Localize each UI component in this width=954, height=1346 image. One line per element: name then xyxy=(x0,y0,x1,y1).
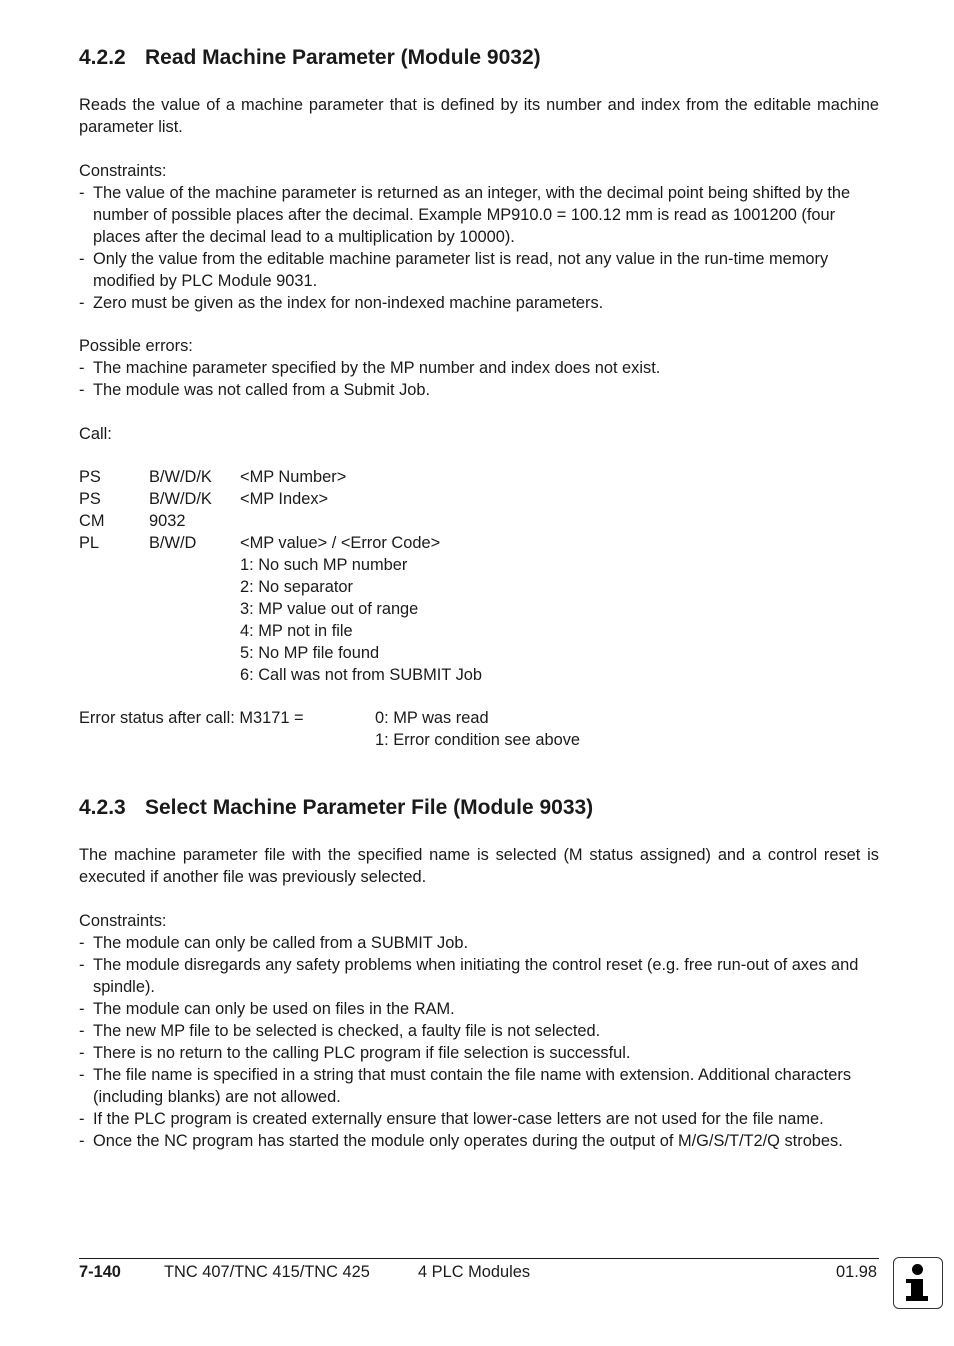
footer-page-number: 7-140 xyxy=(79,1263,121,1281)
list-item: - The machine parameter specified by the MP number and index does not exist. xyxy=(79,357,879,379)
section-4-2-2-constraints xyxy=(79,160,879,314)
error-status-row xyxy=(79,707,879,729)
footer-chapter: 4 PLC Modules xyxy=(418,1263,531,1281)
list-item: - The module can only be used on files in the RAM. xyxy=(79,998,879,1020)
call-row xyxy=(79,510,879,532)
error-status-block xyxy=(79,707,879,751)
error-code: 2: No separator xyxy=(240,578,353,596)
list-item: - Only the value from the editable machine parameter list is read, not any value in the run-time memory modified by PLC Module 9031. xyxy=(79,248,879,292)
call-command: PS xyxy=(79,490,101,508)
section-title: Select Machine Parameter File (Module 9033) xyxy=(145,796,594,819)
call-command: PS xyxy=(79,468,101,486)
list-item: - Once the NC program has started the module only operates during the output of M/G/S/T/T2/Q strobes. xyxy=(79,1130,879,1152)
footer-model: TNC 407/TNC 415/TNC 425 xyxy=(164,1263,370,1281)
call-row xyxy=(79,532,879,554)
call-label-block xyxy=(79,423,879,445)
error-code: 4: MP not in file xyxy=(240,622,353,640)
call-row xyxy=(79,488,879,510)
section-4-2-2-errors xyxy=(79,335,879,401)
list-item: - The value of the machine parameter is returned as an integer, with the decimal point being shifted by the number of possible places after the decimal. Example MP910.0 = 100.12 mm is read as 1001200 (four places after the decimal lead to a multiplication by 10000). xyxy=(79,182,879,248)
error-code: 6: Call was not from SUBMIT Job xyxy=(240,666,482,684)
call-type: 9032 xyxy=(149,512,186,530)
list-item: - There is no return to the calling PLC program if file selection is successful. xyxy=(79,1042,879,1064)
call-label: Call: xyxy=(79,425,112,443)
error-status-value: 1: Error condition see above xyxy=(375,731,581,749)
list-item: - If the PLC program is created externally ensure that lower-case letters are not used for the file name. xyxy=(79,1108,879,1130)
list-item: - The module was not called from a Submit Job. xyxy=(79,379,879,401)
section-4-2-2-intro xyxy=(79,94,879,138)
call-type: B/W/D/K xyxy=(149,490,212,508)
list-item: - The new MP file to be selected is checked, a faulty file is not selected. xyxy=(79,1020,879,1042)
section-4-2-3-intro xyxy=(79,844,879,888)
list-item: - The module can only be called from a SUBMIT Job. xyxy=(79,932,879,954)
footer-date: 01.98 xyxy=(836,1263,878,1281)
errors-list xyxy=(79,357,879,401)
constraints-list xyxy=(79,182,879,314)
call-row xyxy=(79,466,879,488)
call-argument: <MP Index> xyxy=(240,490,329,508)
error-code: 1: No such MP number xyxy=(240,556,408,574)
error-status-label: Error status after call: M3171 = xyxy=(79,709,304,727)
list-item: - Zero must be given as the index for non-indexed machine parameters. xyxy=(79,292,879,314)
constraints-label: Constraints: xyxy=(79,912,167,930)
footer-divider xyxy=(79,1258,879,1259)
error-code: 3: MP value out of range xyxy=(240,600,419,618)
intro-paragraph: The machine parameter file with the specified name is selected (M status assigned) and a control reset is executed if another file was previously selected. xyxy=(79,846,879,886)
error-status-value: 0: MP was read xyxy=(375,709,489,727)
section-title: Read Machine Parameter (Module 9032) xyxy=(145,46,541,69)
constraints-list xyxy=(79,932,879,1152)
error-status-row xyxy=(79,729,879,751)
section-4-2-3-constraints xyxy=(79,910,879,1152)
call-argument: <MP value> / <Error Code> xyxy=(240,534,441,552)
call-command: PL xyxy=(79,534,100,552)
list-item: - The file name is specified in a string that must contain the file name with extension. Additional characters (including blanks) are not allowed. xyxy=(79,1064,879,1108)
error-code: 5: No MP file found xyxy=(240,644,380,662)
call-argument: <MP Number> xyxy=(240,468,347,486)
errors-label: Possible errors: xyxy=(79,337,193,355)
call-type: B/W/D/K xyxy=(149,468,212,486)
call-table xyxy=(79,466,879,686)
call-type: B/W/D xyxy=(149,534,197,552)
info-icon xyxy=(893,1257,943,1309)
list-item: - The module disregards any safety problems when initiating the control reset (e.g. free run-out of axes and spindle). xyxy=(79,954,879,998)
intro-paragraph: Reads the value of a machine parameter that is defined by its number and index from the editable machine parameter list. xyxy=(79,96,879,136)
constraints-label: Constraints: xyxy=(79,162,167,180)
section-heading-4-2-2 xyxy=(79,45,541,71)
section-number: 4.2.2 xyxy=(79,46,126,69)
call-command: CM xyxy=(79,512,105,530)
section-number: 4.2.3 xyxy=(79,796,126,819)
section-heading-4-2-3 xyxy=(79,795,593,821)
